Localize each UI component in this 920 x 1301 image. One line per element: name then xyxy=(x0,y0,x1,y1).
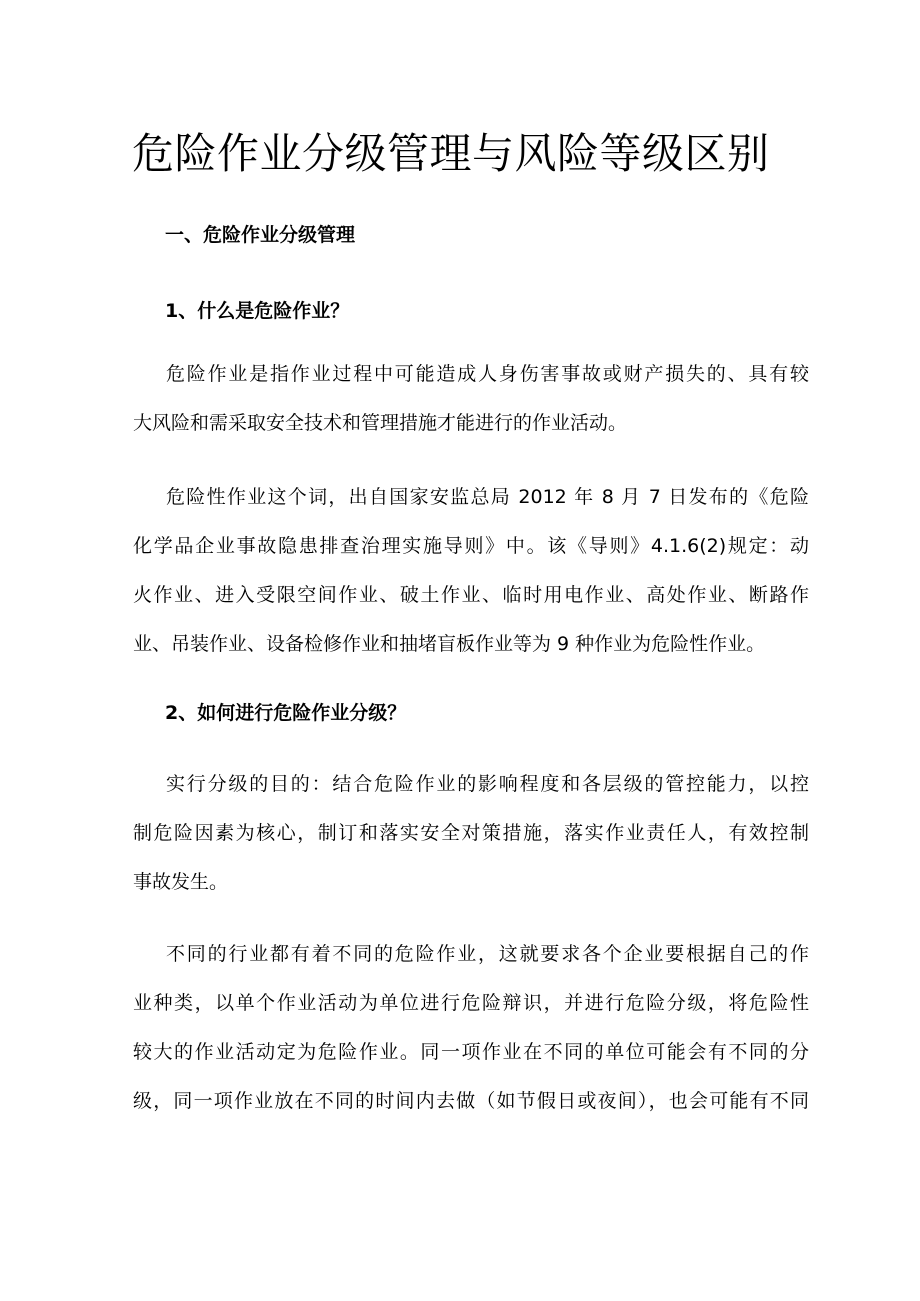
paragraph-line: 制危险因素为核心，制订和落实安全对策措施，落实作业责任人，有效控制 xyxy=(133,822,809,844)
paragraph-line: 大风险和需采取安全技术和管理措施才能进行的作业活动。 xyxy=(133,412,628,434)
paragraph-line: 业、吊装作业、设备检修作业和抽堵盲板作业等为 9 种作业为危险性作业。 xyxy=(133,633,766,655)
paragraph-origin xyxy=(133,473,809,669)
paragraph-line: 火作业、进入受限空间作业、破土作业、临时用电作业、高处作业、断路作 xyxy=(133,584,809,606)
paragraph-line: 危险性作业这个词，出自国家安监总局 2012 年 8 月 7 日发布的《危险 xyxy=(166,486,809,508)
paragraph-definition xyxy=(133,350,809,448)
paragraph-purpose xyxy=(133,760,809,907)
paragraph-line: 不同的行业都有着不同的危险作业，这就要求各个企业要根据自己的作 xyxy=(166,943,809,965)
paragraph-line: 业种类，以单个作业活动为单位进行危险辩识，并进行危险分级，将危险性 xyxy=(133,992,809,1014)
question-heading-2: 2、如何进行危险作业分级？ xyxy=(165,702,407,724)
paragraph-line: 实行分级的目的：结合危险作业的影响程度和各层级的管控能力，以控 xyxy=(166,773,809,795)
paragraph-line: 化学品企业事故隐患排查治理实施导则》中。该《导则》4.1.6(2)规定：动 xyxy=(133,535,809,557)
paragraph-line: 危险作业是指作业过程中可能造成人身伤害事故或财产损失的、具有较 xyxy=(166,363,809,385)
question-heading-1: 1、什么是危险作业？ xyxy=(165,300,350,322)
paragraph-industry xyxy=(133,930,809,1126)
section-heading-1: 一、危险作业分级管理 xyxy=(165,224,356,246)
document-title: 危险作业分级管理与风险等级区别 xyxy=(132,129,770,178)
paragraph-line: 事故发生。 xyxy=(133,871,229,893)
paragraph-line: 级，同一项作业放在不同的时间内去做（如节假日或夜间），也会可能有不同 xyxy=(133,1090,809,1112)
paragraph-line: 较大的作业活动定为危险作业。同一项作业在不同的单位可能会有不同的分 xyxy=(133,1041,809,1063)
